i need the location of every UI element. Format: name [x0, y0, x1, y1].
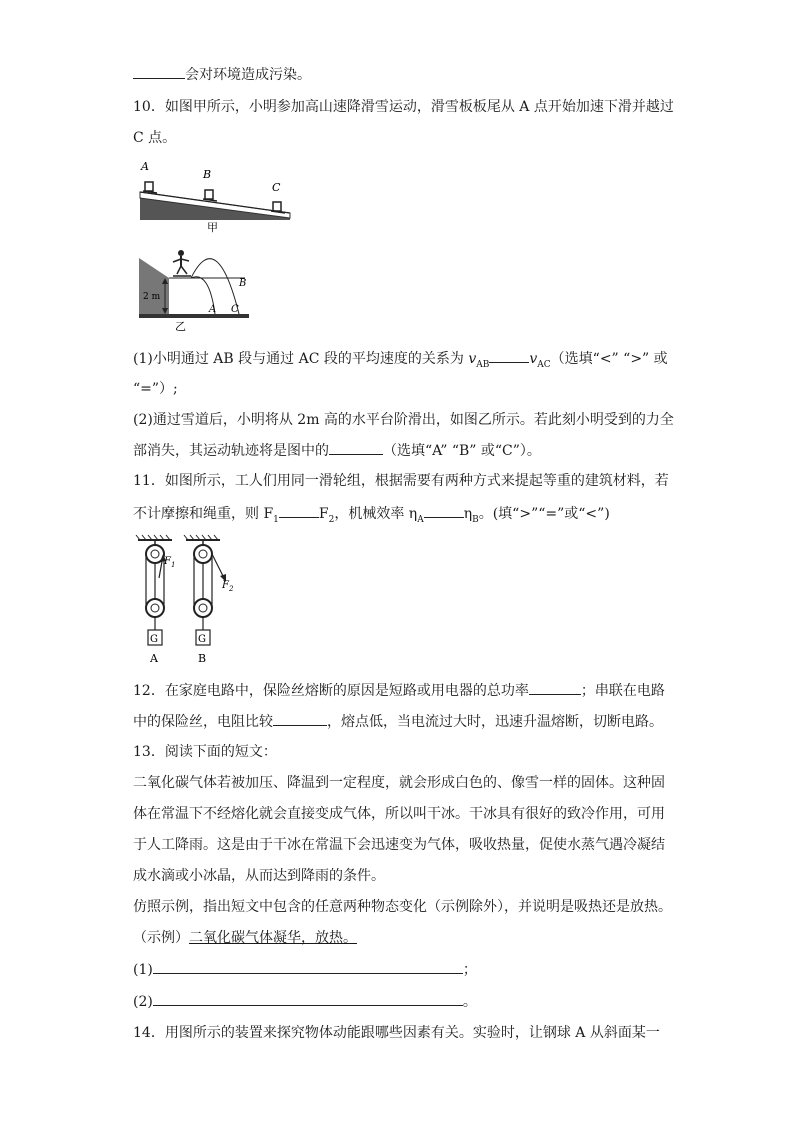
text-fragment: 不计摩擦和绳重，则 F	[133, 506, 274, 522]
symbol: v	[468, 351, 477, 367]
label-a: A	[141, 160, 149, 173]
symbol-sub: 2	[328, 514, 335, 525]
symbol-sub: AC	[537, 359, 551, 370]
text-line	[133, 64, 311, 85]
q11-line-2	[133, 503, 610, 530]
skier-a-icon	[143, 182, 157, 193]
text-fragment: 中的保险丝，电阻比较	[133, 714, 273, 730]
q13-title: 13．阅读下面的短文：	[133, 744, 277, 760]
q13-passage-2: 体在常温下不经熔化就会直接变成气体，所以叫干冰。干冰具有很好的致冷作用，可用	[133, 806, 665, 822]
text-fragment: （选填“<” “>” 或	[550, 351, 668, 367]
figure-pulley	[132, 532, 244, 668]
pulley-system-b	[194, 540, 226, 645]
q13-passage-3: 于人工降雨。这是由于干冰在常温下会迅速变为气体，吸收热量，促使水蒸气遇冷凝结	[133, 837, 665, 853]
answer-blank[interactable]	[133, 64, 185, 79]
answer-blank[interactable]	[279, 503, 319, 518]
symbol-sub: A	[417, 514, 424, 525]
text-fragment: 会对环境造成污染。	[185, 67, 311, 83]
q13-answer-2	[133, 991, 477, 1012]
q13-passage-4: 成水滴或小冰晶，从而达到降雨的条件。	[133, 868, 385, 884]
force-f1-label: $F_1$	[164, 556, 176, 569]
text-fragment: ，机械效率 η	[334, 506, 418, 522]
text-fragment: 12．在家庭电路中，保险丝熔断的原因是短路或用电器的总功率	[133, 683, 529, 699]
q13-answer-1	[133, 959, 477, 980]
symbol-sub: AB	[476, 359, 490, 370]
weight-b-label: G	[198, 634, 206, 645]
caption-b: B	[198, 652, 207, 665]
q13-example	[133, 928, 357, 948]
text-fragment: ；串联在电路	[580, 683, 665, 699]
weight-a-label: G	[150, 634, 158, 645]
answer-blank[interactable]	[273, 711, 327, 726]
curve-label-b: B	[239, 278, 247, 289]
curve-label-a: A	[209, 304, 217, 315]
text-fragment: (1)小明通过 AB 段与通过 AC 段的平均速度的关系为	[133, 351, 469, 367]
q10-sub1-line-2: “=”）;	[133, 381, 178, 397]
height-label: 2 m	[143, 292, 161, 302]
answer-line[interactable]	[153, 959, 463, 974]
answer-blank[interactable]	[329, 440, 383, 455]
answer-blank[interactable]	[529, 680, 581, 695]
symbol-sub: B	[472, 514, 479, 525]
q13-instruction: 仿照示例，指出短文中包含的任意两种物态变化（示例除外），并说明是吸热还是放热。	[133, 899, 672, 915]
text-fragment: F	[318, 506, 329, 522]
symbol-sub: 1	[273, 514, 279, 525]
pulley-system-a	[146, 540, 166, 645]
q10-line-2: C 点。	[133, 130, 177, 146]
skier-b-icon	[203, 190, 217, 201]
q12-line-1	[133, 680, 665, 701]
figure-jia-slope	[135, 158, 295, 236]
q10-sub1-line	[133, 348, 668, 375]
q10-sub2-line-2	[133, 440, 541, 461]
text-fragment: 部消失，其运动轨迹将是图中的	[133, 443, 329, 459]
figure-yi-jump	[135, 244, 255, 336]
caption-yi: 乙	[175, 320, 186, 333]
symbol: v	[529, 351, 538, 367]
answer-line[interactable]	[153, 991, 463, 1006]
jumper-icon	[173, 250, 191, 276]
text-fragment: (2)	[133, 994, 153, 1010]
q14-line-1: 14．用图所示的装置来探究物体动能跟哪些因素有关。实验时，让钢球 A 从斜面某一	[133, 1025, 660, 1041]
caption-a: A	[150, 652, 158, 665]
q10-line-1: 10．如图甲所示，小明参加高山速降滑雪运动，滑雪板板尾从 A 点开始加速下滑并越过	[133, 99, 674, 115]
text-fragment: ；	[462, 962, 477, 978]
text-fragment: ，熔点低，当电流过大时，迅速升温熔断，切断电路。	[327, 714, 663, 730]
example-answer: 二氧化碳气体凝华，放热。	[189, 930, 357, 946]
curve-label-c: C	[231, 304, 239, 315]
text-fragment: 。	[462, 994, 477, 1010]
answer-blank[interactable]	[489, 348, 529, 363]
q13-passage-1: 二氧化碳气体若被加压、降温到一定程度，就会形成白色的、像雪一样的固体。这种固	[133, 775, 665, 791]
skier-c-icon	[271, 202, 285, 213]
q12-line-2	[133, 711, 663, 732]
text-fragment: （示例）	[133, 930, 189, 946]
q10-sub2-line-1: (2)通过雪道后，小明将从 2m 高的水平台阶滑出，如图乙所示。若此刻小明受到的力全	[133, 412, 674, 428]
text-fragment: (1)	[133, 962, 153, 978]
text-fragment: η	[463, 506, 473, 522]
answer-blank[interactable]	[424, 503, 464, 518]
q11-line-1: 11．如图所示，工人们用同一滑轮组，根据需要有两种方式来提起等重的建筑材料，若	[133, 473, 669, 489]
force-f2-label: $F_2$	[222, 580, 234, 593]
text-fragment: （选填“A” “B” 或“C”）。	[383, 443, 541, 459]
text-fragment: 。(填“>”“=”或“<”)	[478, 506, 610, 522]
caption-jia: 甲	[207, 221, 218, 234]
label-c: C	[272, 181, 281, 194]
label-b: B	[203, 168, 212, 181]
